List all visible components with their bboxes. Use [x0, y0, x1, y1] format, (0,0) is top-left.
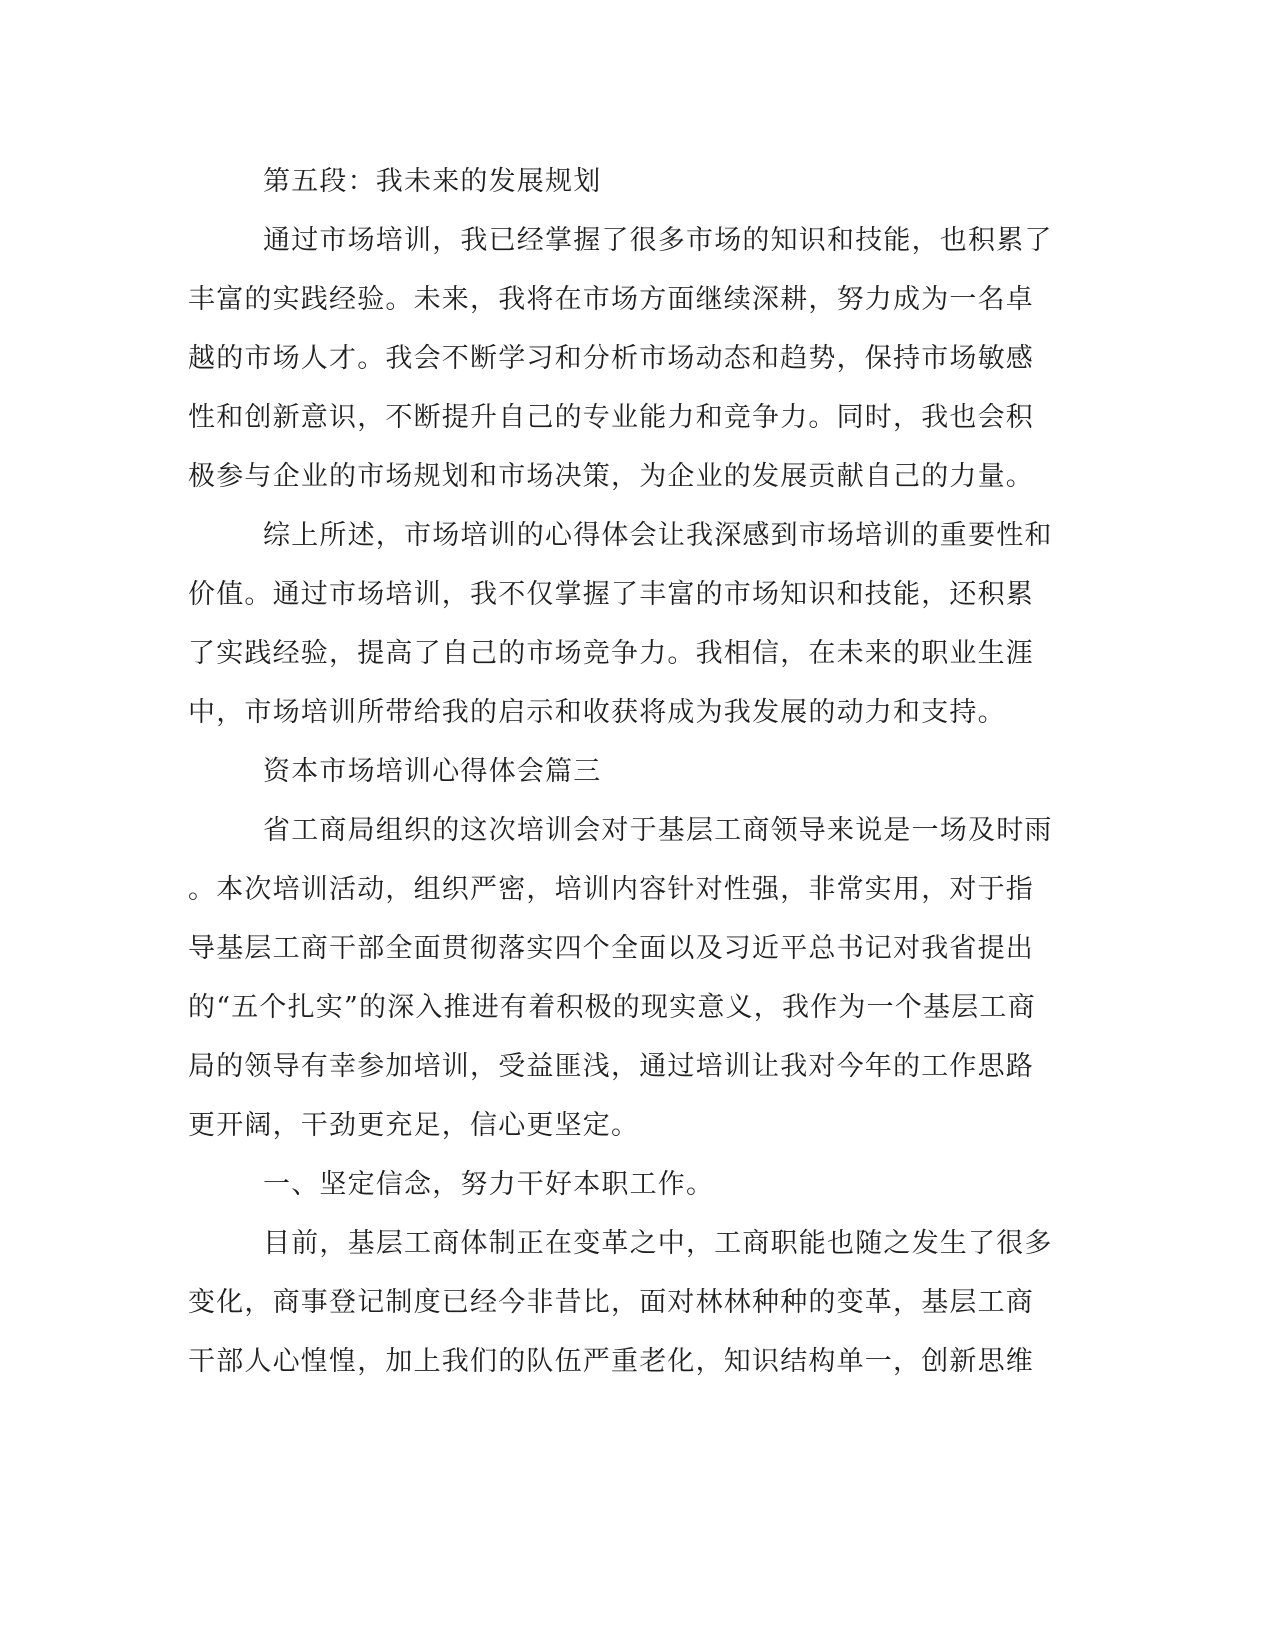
paragraph-line: 目前，基层工商体制正在变革之中，工商职能也随之发生了很多 — [263, 1228, 1053, 1259]
paragraph-line: 了实践经验，提高了自己的市场竞争力。我相信，在未来的职业生涯 — [188, 638, 1034, 669]
paragraph-line: 综上所述，市场培训的心得体会让我深感到市场培训的重要性和 — [263, 520, 1053, 551]
section-heading-part3: 资本市场培训心得体会篇三 — [263, 756, 602, 787]
paragraph-line: 。本次培训活动，组织严密，培训内容针对性强，非常实用，对于指 — [188, 874, 1034, 905]
paragraph-line: 极参与企业的市场规划和市场决策，为企业的发展贡献自己的力量。 — [188, 461, 1034, 492]
paragraph-line: 价值。通过市场培训，我不仅掌握了丰富的市场知识和技能，还积累 — [188, 579, 1034, 610]
paragraph-line: 丰富的实践经验。未来，我将在市场方面继续深耕，努力成为一名卓 — [188, 284, 1034, 315]
paragraph-line: 干部人心惶惶，加上我们的队伍严重老化，知识结构单一，创新思维 — [188, 1346, 1034, 1377]
paragraph-line: 变化，商事登记制度已经今非昔比，面对林林种种的变革，基层工商 — [188, 1287, 1034, 1318]
paragraph-line: 导基层工商干部全面贯彻落实四个全面以及习近平总书记对我省提出 — [188, 933, 1034, 964]
paragraph-line: 局的领导有幸参加培训，受益匪浅，通过培训让我对今年的工作思路 — [188, 1051, 1034, 1082]
paragraph-line: 省工商局组织的这次培训会对于基层工商领导来说是一场及时雨 — [263, 815, 1053, 846]
section-heading-point1: 一、坚定信念，努力干好本职工作。 — [263, 1169, 715, 1200]
paragraph-line: 越的市场人才。我会不断学习和分析市场动态和趋势，保持市场敏感 — [188, 343, 1034, 374]
section-heading-development-plan: 第五段：我未来的发展规划 — [263, 166, 602, 197]
paragraph-line: 的“五个扎实”的深入推进有着积极的现实意义，我作为一个基层工商 — [188, 992, 1036, 1023]
paragraph-line: 性和创新意识，不断提升自己的专业能力和竞争力。同时，我也会积 — [188, 402, 1034, 433]
paragraph-line: 更开阔，干劲更充足，信心更坚定。 — [188, 1110, 640, 1141]
paragraph-line: 中，市场培训所带给我的启示和收获将成为我发展的动力和支持。 — [188, 697, 1006, 728]
paragraph-line: 通过市场培训，我已经掌握了很多市场的知识和技能，也积累了 — [263, 225, 1053, 256]
